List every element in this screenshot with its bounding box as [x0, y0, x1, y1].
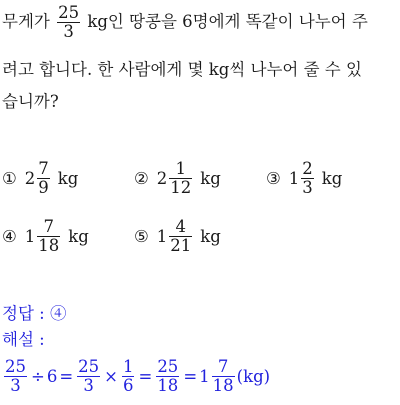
- choice-3[interactable]: ③ 1 $\frac{2}{3}$ kg: [266, 159, 343, 197]
- answer-line: [2, 304, 66, 324]
- choice-5[interactable]: ⑤ 1 $\frac{4}{21}$ kg: [134, 217, 221, 255]
- question-line-1: [2, 4, 368, 41]
- choice-4[interactable]: ④ 1 $\frac{7}{18}$ kg: [2, 217, 89, 255]
- eq-unit: (kg): [236, 367, 271, 386]
- answer-value: ④: [49, 304, 67, 323]
- explanation-equation: $\frac{25}{3}$ ÷ 6 = $\frac{25}{3}$ × $\frac{1}{6}$ = $\frac{25}{18}$ = 1 $\frac{7}{18}$ (kg): [5, 357, 271, 395]
- eq-term-1: $\frac{25}{3}$: [5, 357, 26, 395]
- question-line-3: 습니까?: [2, 92, 59, 111]
- weight-fraction: $\frac{25}{3}$: [58, 3, 80, 41]
- choice-1[interactable]: ① 2 $\frac{7}{9}$ kg: [2, 159, 79, 197]
- eq-term-2: $\frac{25}{3}$: [78, 357, 100, 395]
- choice-2[interactable]: ② 2 $\frac{1}{12}$ kg: [134, 159, 221, 197]
- question-line-2: 려고 합니다. 한 사람에게 몇 kg씩 나누어 줄 수 있: [2, 60, 362, 79]
- eq-result-fraction: $\frac{7}{18}$: [212, 357, 234, 395]
- question-prefix: 무게가: [2, 12, 50, 31]
- eq-result-whole: 1: [199, 367, 210, 386]
- answer-label: 정답 :: [2, 304, 45, 323]
- question-after-weight: kg인 땅콩을 6명에게 똑같이 나누어 주: [87, 12, 368, 31]
- explanation-label: 해설 :: [2, 330, 45, 349]
- eq-term-3: $\frac{1}{6}$: [122, 357, 134, 395]
- eq-term-4: $\frac{25}{18}$: [157, 357, 179, 395]
